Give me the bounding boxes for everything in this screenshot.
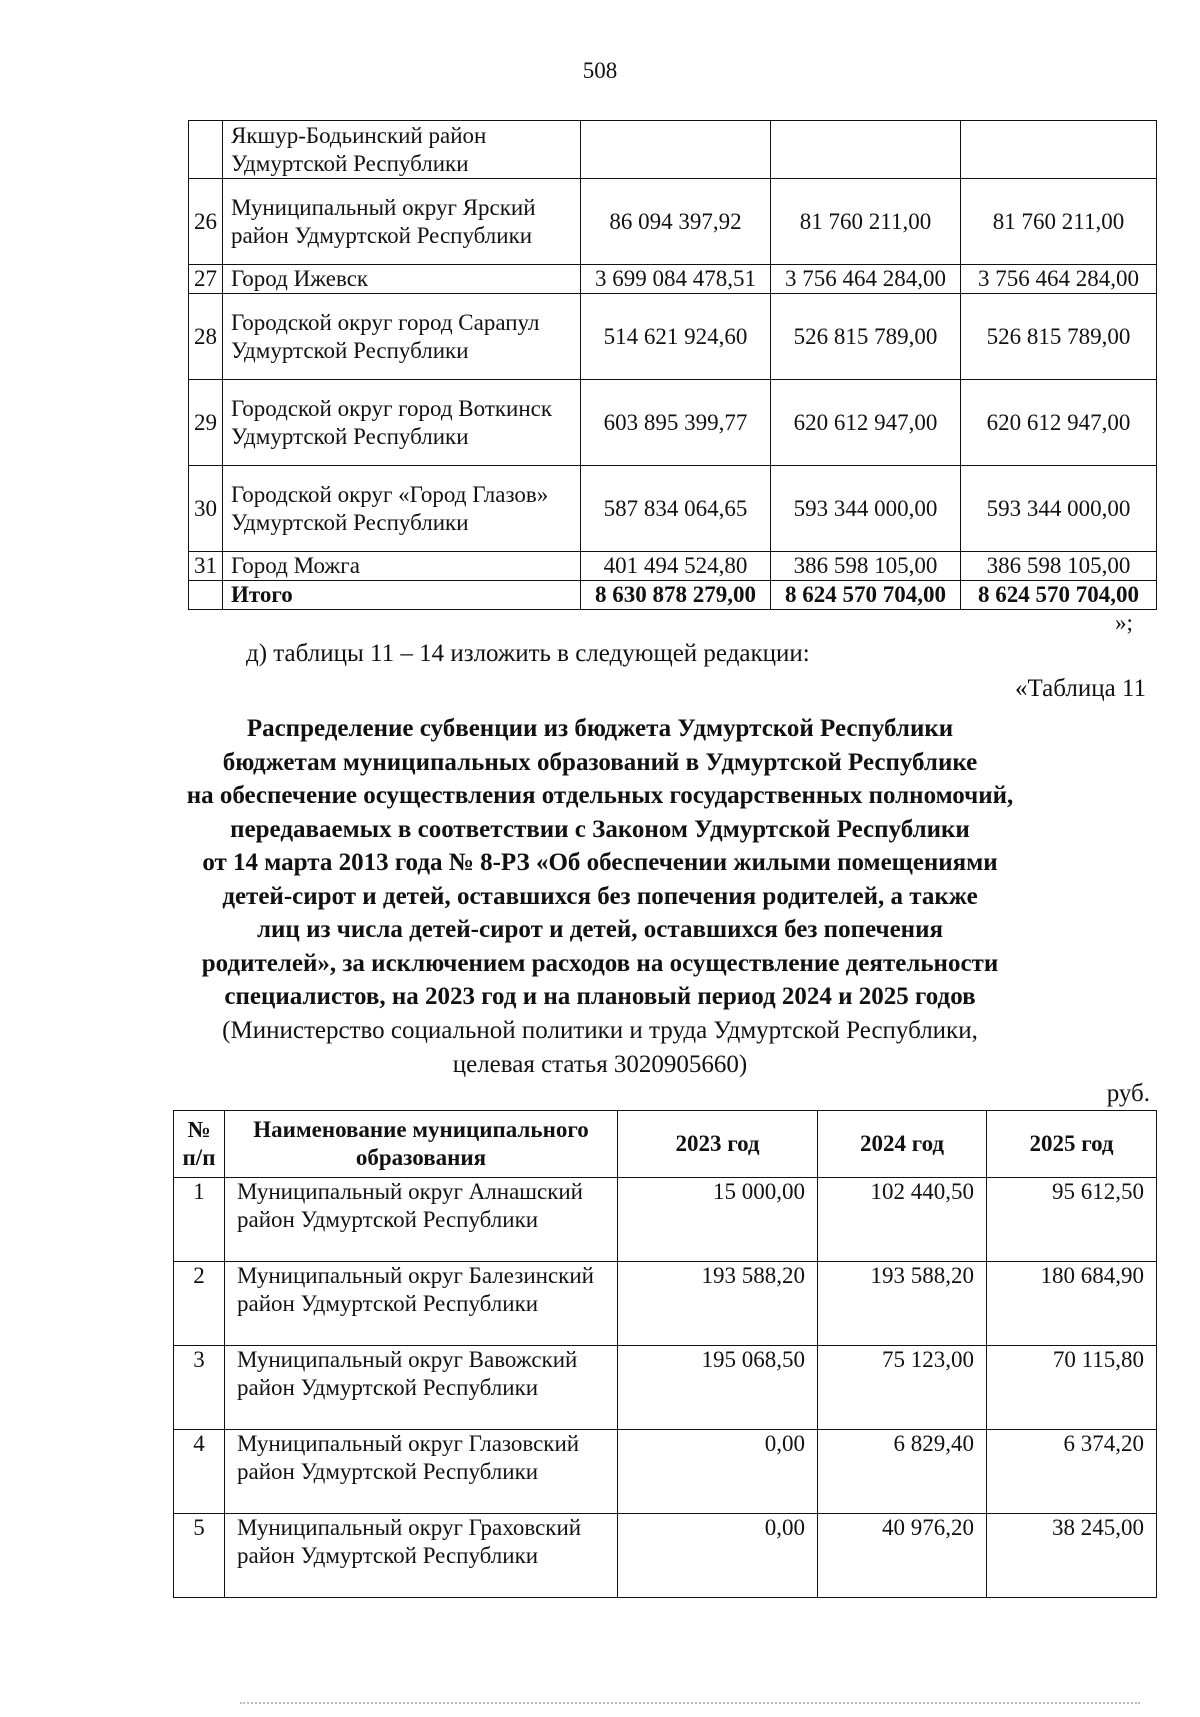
row-number: 4 (174, 1430, 225, 1514)
total-label: Итого (223, 581, 581, 610)
value-2024: 102 440,50 (818, 1178, 987, 1262)
row-number: 30 (189, 466, 223, 552)
row-number (189, 581, 223, 610)
table-row (174, 1178, 1157, 1262)
total-row (189, 581, 1157, 610)
municipality-name: Муниципальный округ Алнашский район Удмуртской Республики (225, 1178, 618, 1262)
header-2024: 2024 год (818, 1111, 987, 1178)
value-2024: 620 612 947,00 (771, 380, 961, 466)
title-line: родителей», за исключением расходов на осуществление деятельности (201, 949, 999, 977)
row-number: 28 (189, 294, 223, 380)
table-row (189, 294, 1157, 380)
value-2024: 6 829,40 (818, 1430, 987, 1514)
value-2025: 95 612,50 (987, 1178, 1157, 1262)
value-2023: 195 068,50 (618, 1346, 818, 1430)
table-row (174, 1430, 1157, 1514)
table-row (174, 1262, 1157, 1346)
value-2025: 620 612 947,00 (961, 380, 1157, 466)
value-2025: 38 245,00 (987, 1514, 1157, 1598)
value-2024: 40 976,20 (818, 1514, 987, 1598)
subtitle-line: (Министерство социальной политики и труда Удмуртской Республики, (222, 1017, 978, 1044)
value-2025: 526 815 789,00 (961, 294, 1157, 380)
value-2025: 386 598 105,00 (961, 552, 1157, 581)
total-2025: 8 624 570 704,00 (961, 581, 1157, 610)
title-line: специалистов, на 2023 год и на плановый период 2024 и 2025 годов (224, 983, 976, 1010)
row-number: 27 (189, 265, 223, 294)
value-2025: 3 756 464 284,00 (961, 265, 1157, 294)
value-2024: 526 815 789,00 (771, 294, 961, 380)
value-2023: 587 834 064,65 (581, 466, 771, 552)
value-2025: 180 684,90 (987, 1262, 1157, 1346)
value-2023: 3 699 084 478,51 (581, 265, 771, 294)
currency-unit: руб. (1106, 1080, 1150, 1107)
municipality-name: Муниципальный округ Вавожский район Удмуртской Республики (225, 1346, 618, 1430)
subtitle-line: целевая статья 3020905660) (452, 1050, 748, 1078)
table-row (189, 121, 1157, 179)
value-2024: 75 123,00 (818, 1346, 987, 1430)
table-subtitle (130, 1014, 1070, 1081)
value-2025: 70 115,80 (987, 1346, 1157, 1430)
row-number: 5 (174, 1514, 225, 1598)
title-line: передаваемых в соответствии с Законом Удмуртской Республики (230, 815, 970, 843)
row-number: 2 (174, 1262, 225, 1346)
municipality-name: Муниципальный округ Ярский район Удмуртской Республики (223, 179, 581, 265)
title-line: на обеспечение осуществления отдельных государственных полномочий, (186, 782, 1014, 809)
table-row (174, 1346, 1157, 1430)
table-row (189, 466, 1157, 552)
total-2023: 8 630 878 279,00 (581, 581, 771, 610)
title-line: детей-сирот и детей, оставшихся без попечения родителей, а также (222, 882, 978, 910)
value-2023: 514 621 924,60 (581, 294, 771, 380)
value-2024: 193 588,20 (818, 1262, 987, 1346)
value-2025: 81 760 211,00 (961, 179, 1157, 265)
value-2023: 193 588,20 (618, 1262, 818, 1346)
value-2023: 401 494 524,80 (581, 552, 771, 581)
row-number: 31 (189, 552, 223, 581)
amendment-instruction: д) таблицы 11 – 14 изложить в следующей редакции: (246, 640, 810, 667)
table-row (189, 380, 1157, 466)
row-number: 26 (189, 179, 223, 265)
header-2023: 2023 год (618, 1111, 818, 1178)
row-number: 3 (174, 1346, 225, 1430)
table-reference: «Таблица 11 (1015, 675, 1146, 702)
scan-artifact (240, 1702, 1140, 1707)
header-2025: 2025 год (987, 1111, 1157, 1178)
header-num: № п/п (174, 1111, 225, 1178)
municipality-name: Муниципальный округ Глазовский район Удмуртской Республики (225, 1430, 618, 1514)
table-11 (173, 1110, 1157, 1598)
header-name: Наименование муниципального образования (225, 1111, 618, 1178)
municipality-name: Муниципальный округ Граховский район Удмуртской Республики (225, 1514, 618, 1598)
total-2024: 8 624 570 704,00 (771, 581, 961, 610)
row-number: 1 (174, 1178, 225, 1262)
table-header-row (174, 1111, 1157, 1178)
municipality-name: Городской округ «Город Глазов» Удмуртской Республики (223, 466, 581, 552)
value-2024: 81 760 211,00 (771, 179, 961, 265)
municipality-name: Городской округ город Сарапул Удмуртской Республики (223, 294, 581, 380)
title-line: лиц из числа детей-сирот и детей, оставшихся без попечения (256, 916, 943, 943)
municipality-name: Городской округ город Воткинск Удмуртской Республики (223, 380, 581, 466)
value-2025: 6 374,20 (987, 1430, 1157, 1514)
table-row (189, 179, 1157, 265)
table-top-continuation (188, 120, 1157, 610)
table-title (130, 712, 1070, 1014)
title-line: Распределение субвенции из бюджета Удмуртской Республики (246, 715, 954, 742)
value-2023: 0,00 (618, 1514, 818, 1598)
value-2023: 86 094 397,92 (581, 179, 771, 265)
municipality-name: Якшур-Бодьинский район Удмуртской Республики (223, 121, 581, 179)
value-2024: 3 756 464 284,00 (771, 265, 961, 294)
value-2025: 593 344 000,00 (961, 466, 1157, 552)
value-2025 (961, 121, 1157, 179)
page-number: 508 (582, 58, 618, 83)
value-2024: 593 344 000,00 (771, 466, 961, 552)
title-line: бюджетам муниципальных образований в Удмуртской Республике (222, 748, 978, 776)
value-2023: 0,00 (618, 1430, 818, 1514)
value-2023: 15 000,00 (618, 1178, 818, 1262)
municipality-name: Город Можга (223, 552, 581, 581)
value-2023 (581, 121, 771, 179)
municipality-name: Город Ижевск (223, 265, 581, 294)
value-2024: 386 598 105,00 (771, 552, 961, 581)
row-number: 29 (189, 380, 223, 466)
municipality-name: Муниципальный округ Балезинский район Удмуртской Республики (225, 1262, 618, 1346)
title-line: от 14 марта 2013 года № 8-РЗ «Об обеспечении жилыми помещениями (202, 849, 998, 876)
value-2023: 603 895 399,77 (581, 380, 771, 466)
row-number (189, 121, 223, 179)
table-row (189, 552, 1157, 581)
value-2024 (771, 121, 961, 179)
closing-quote: »; (1115, 610, 1133, 635)
table-row (174, 1514, 1157, 1598)
table-row (189, 265, 1157, 294)
